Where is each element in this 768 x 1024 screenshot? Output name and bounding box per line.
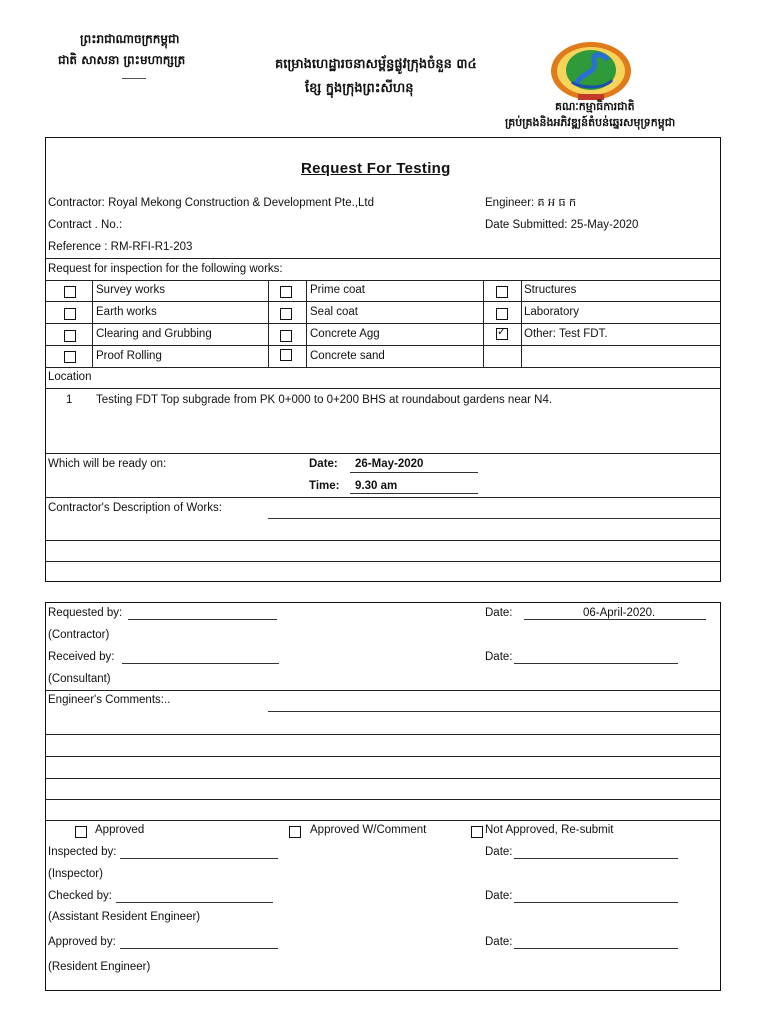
divider xyxy=(45,497,720,498)
ready-time-value[interactable]: 9.30 am xyxy=(355,480,398,492)
requested-date-label: Date: xyxy=(485,607,513,619)
divider xyxy=(45,799,720,800)
divider xyxy=(306,280,307,367)
checked-date-label: Date: xyxy=(485,890,513,902)
prime-coat-checkbox[interactable] xyxy=(280,286,292,298)
divider xyxy=(45,258,720,259)
approved-by-line[interactable] xyxy=(120,948,278,949)
work-item-survey: Survey works xyxy=(96,284,166,296)
date-submitted: Date Submitted: 25-May-2020 xyxy=(485,219,639,231)
motto-line: ជាតិ សាសនា ព្រះមហាក្សត្រ xyxy=(58,53,186,67)
work-item-earth: Earth works xyxy=(96,306,157,318)
seal-coat-checkbox[interactable] xyxy=(280,308,292,320)
divider xyxy=(45,367,720,368)
inspected-by-label: Inspected by: xyxy=(48,846,117,858)
divider xyxy=(45,323,720,324)
divider xyxy=(45,820,720,821)
consultant-role: (Consultant) xyxy=(48,673,111,685)
clearing-grubbing-checkbox[interactable] xyxy=(64,330,76,342)
divider xyxy=(45,690,720,691)
description-line[interactable] xyxy=(268,518,720,519)
not-approved-checkbox[interactable] xyxy=(471,826,483,838)
approved-with-comment-label: Approved W/Comment xyxy=(310,824,427,836)
inspected-by-line[interactable] xyxy=(120,858,278,859)
approved-checkbox[interactable] xyxy=(75,826,87,838)
requested-date-line xyxy=(524,619,706,620)
structures-checkbox[interactable] xyxy=(496,286,508,298)
signoff-form xyxy=(45,602,721,991)
resident-engineer-role: (Resident Engineer) xyxy=(48,961,151,973)
form-title: Request For Testing xyxy=(301,160,451,177)
committee-name-line2: គ្រប់គ្រងនិងអភិវឌ្ឍន៍តំបន់ឆ្នេរសមុទ្រកម្ពុជា xyxy=(505,116,676,129)
work-item-structures: Structures xyxy=(524,284,577,296)
header-divider xyxy=(122,78,146,79)
work-item-other: Other: Test FDT. xyxy=(524,328,608,340)
ready-date-value[interactable]: 26-May-2020 xyxy=(355,458,424,470)
divider xyxy=(45,561,720,562)
engineer-comments-label: Engineer's Comments:.. xyxy=(48,694,171,706)
concrete-agg-checkbox[interactable] xyxy=(280,330,292,342)
kingdom-line: ព្រះរាជាណាចក្រកម្ពុជា xyxy=(80,32,180,46)
ready-time-label: Time: xyxy=(309,480,340,492)
assistant-re-role: (Assistant Resident Engineer) xyxy=(48,911,201,923)
laboratory-checkbox[interactable] xyxy=(496,308,508,320)
divider xyxy=(268,280,269,367)
proof-rolling-checkbox[interactable] xyxy=(64,351,76,363)
requested-date-value[interactable]: 06-April-2020. xyxy=(583,607,656,619)
comments-line[interactable] xyxy=(268,711,720,712)
contractor-name: Contractor: Royal Mekong Construction & Development Pte.,Ltd xyxy=(48,197,374,209)
request-inspection-label: Request for inspection for the following works: xyxy=(48,263,283,275)
not-approved-label: Not Approved, Re-submit xyxy=(485,824,614,836)
received-date-line[interactable] xyxy=(514,663,678,664)
approved-with-comment-checkbox[interactable] xyxy=(289,826,301,838)
work-item-concrete-agg: Concrete Agg xyxy=(310,328,380,340)
location-index: 1 xyxy=(66,394,73,406)
divider xyxy=(521,280,522,367)
divider xyxy=(45,345,720,346)
divider xyxy=(45,778,720,779)
requested-by-label: Requested by: xyxy=(48,607,123,619)
inspected-date-line[interactable] xyxy=(514,858,678,859)
contractor-role: (Contractor) xyxy=(48,629,110,641)
work-item-concrete-sand: Concrete sand xyxy=(310,350,385,362)
approved-date-label: Date: xyxy=(485,936,513,948)
approved-date-line[interactable] xyxy=(514,948,678,949)
project-title-line1: គម្រោងហេដ្ឋារចនាសម្ព័ន្ធផ្លូវក្រុងចំនួន ៣៤ xyxy=(275,57,477,72)
requested-by-line[interactable] xyxy=(128,619,277,620)
received-by-label: Received by: xyxy=(48,651,115,663)
location-description: Testing FDT Top subgrade from PK 0+000 to 0+200 BHS at roundabout gardens near N4. xyxy=(96,394,553,406)
checked-by-label: Checked by: xyxy=(48,890,112,902)
approved-label: Approved xyxy=(95,824,145,836)
other-test-checkbox[interactable] xyxy=(496,328,508,340)
reference-number: Reference : RM-RFI-R1-203 xyxy=(48,241,193,253)
checked-date-line[interactable] xyxy=(514,902,678,903)
divider xyxy=(483,280,484,367)
contract-number: Contract . No.: xyxy=(48,219,123,231)
checked-by-line[interactable] xyxy=(116,902,273,903)
divider xyxy=(45,301,720,302)
national-committee-logo-icon xyxy=(548,40,634,102)
approved-by-label: Approved by: xyxy=(48,936,116,948)
work-item-proof-rolling: Proof Rolling xyxy=(96,350,162,362)
inspected-date-label: Date: xyxy=(485,846,513,858)
received-date-label: Date: xyxy=(485,651,513,663)
received-by-line[interactable] xyxy=(122,663,279,664)
committee-name-line1: គណៈកម្មាធិការជាតិ xyxy=(555,100,635,113)
project-title-line2: ខ្សែ ក្នុងក្រុងព្រះសីហនុ xyxy=(305,81,414,96)
ready-date-underline xyxy=(350,472,478,473)
work-item-laboratory: Laboratory xyxy=(524,306,579,318)
concrete-sand-checkbox[interactable] xyxy=(280,349,292,361)
work-item-clearing: Clearing and Grubbing xyxy=(96,328,212,340)
location-label: Location xyxy=(48,371,92,383)
ready-time-underline xyxy=(350,493,478,494)
divider xyxy=(92,280,93,367)
ready-date-label: Date: xyxy=(309,458,338,470)
work-item-prime-coat: Prime coat xyxy=(310,284,365,296)
engineer-name: Engineer: គ អ ធ ក xyxy=(485,197,577,209)
inspector-role: (Inspector) xyxy=(48,868,103,880)
divider xyxy=(45,388,720,389)
divider xyxy=(45,734,720,735)
divider xyxy=(45,756,720,757)
divider xyxy=(45,453,720,454)
divider xyxy=(45,540,720,541)
ready-on-label: Which will be ready on: xyxy=(48,458,167,470)
divider xyxy=(45,280,720,281)
contractor-description-label: Contractor's Description of Works: xyxy=(48,502,222,514)
earth-works-checkbox[interactable] xyxy=(64,308,76,320)
survey-works-checkbox[interactable] xyxy=(64,286,76,298)
work-item-seal-coat: Seal coat xyxy=(310,306,358,318)
